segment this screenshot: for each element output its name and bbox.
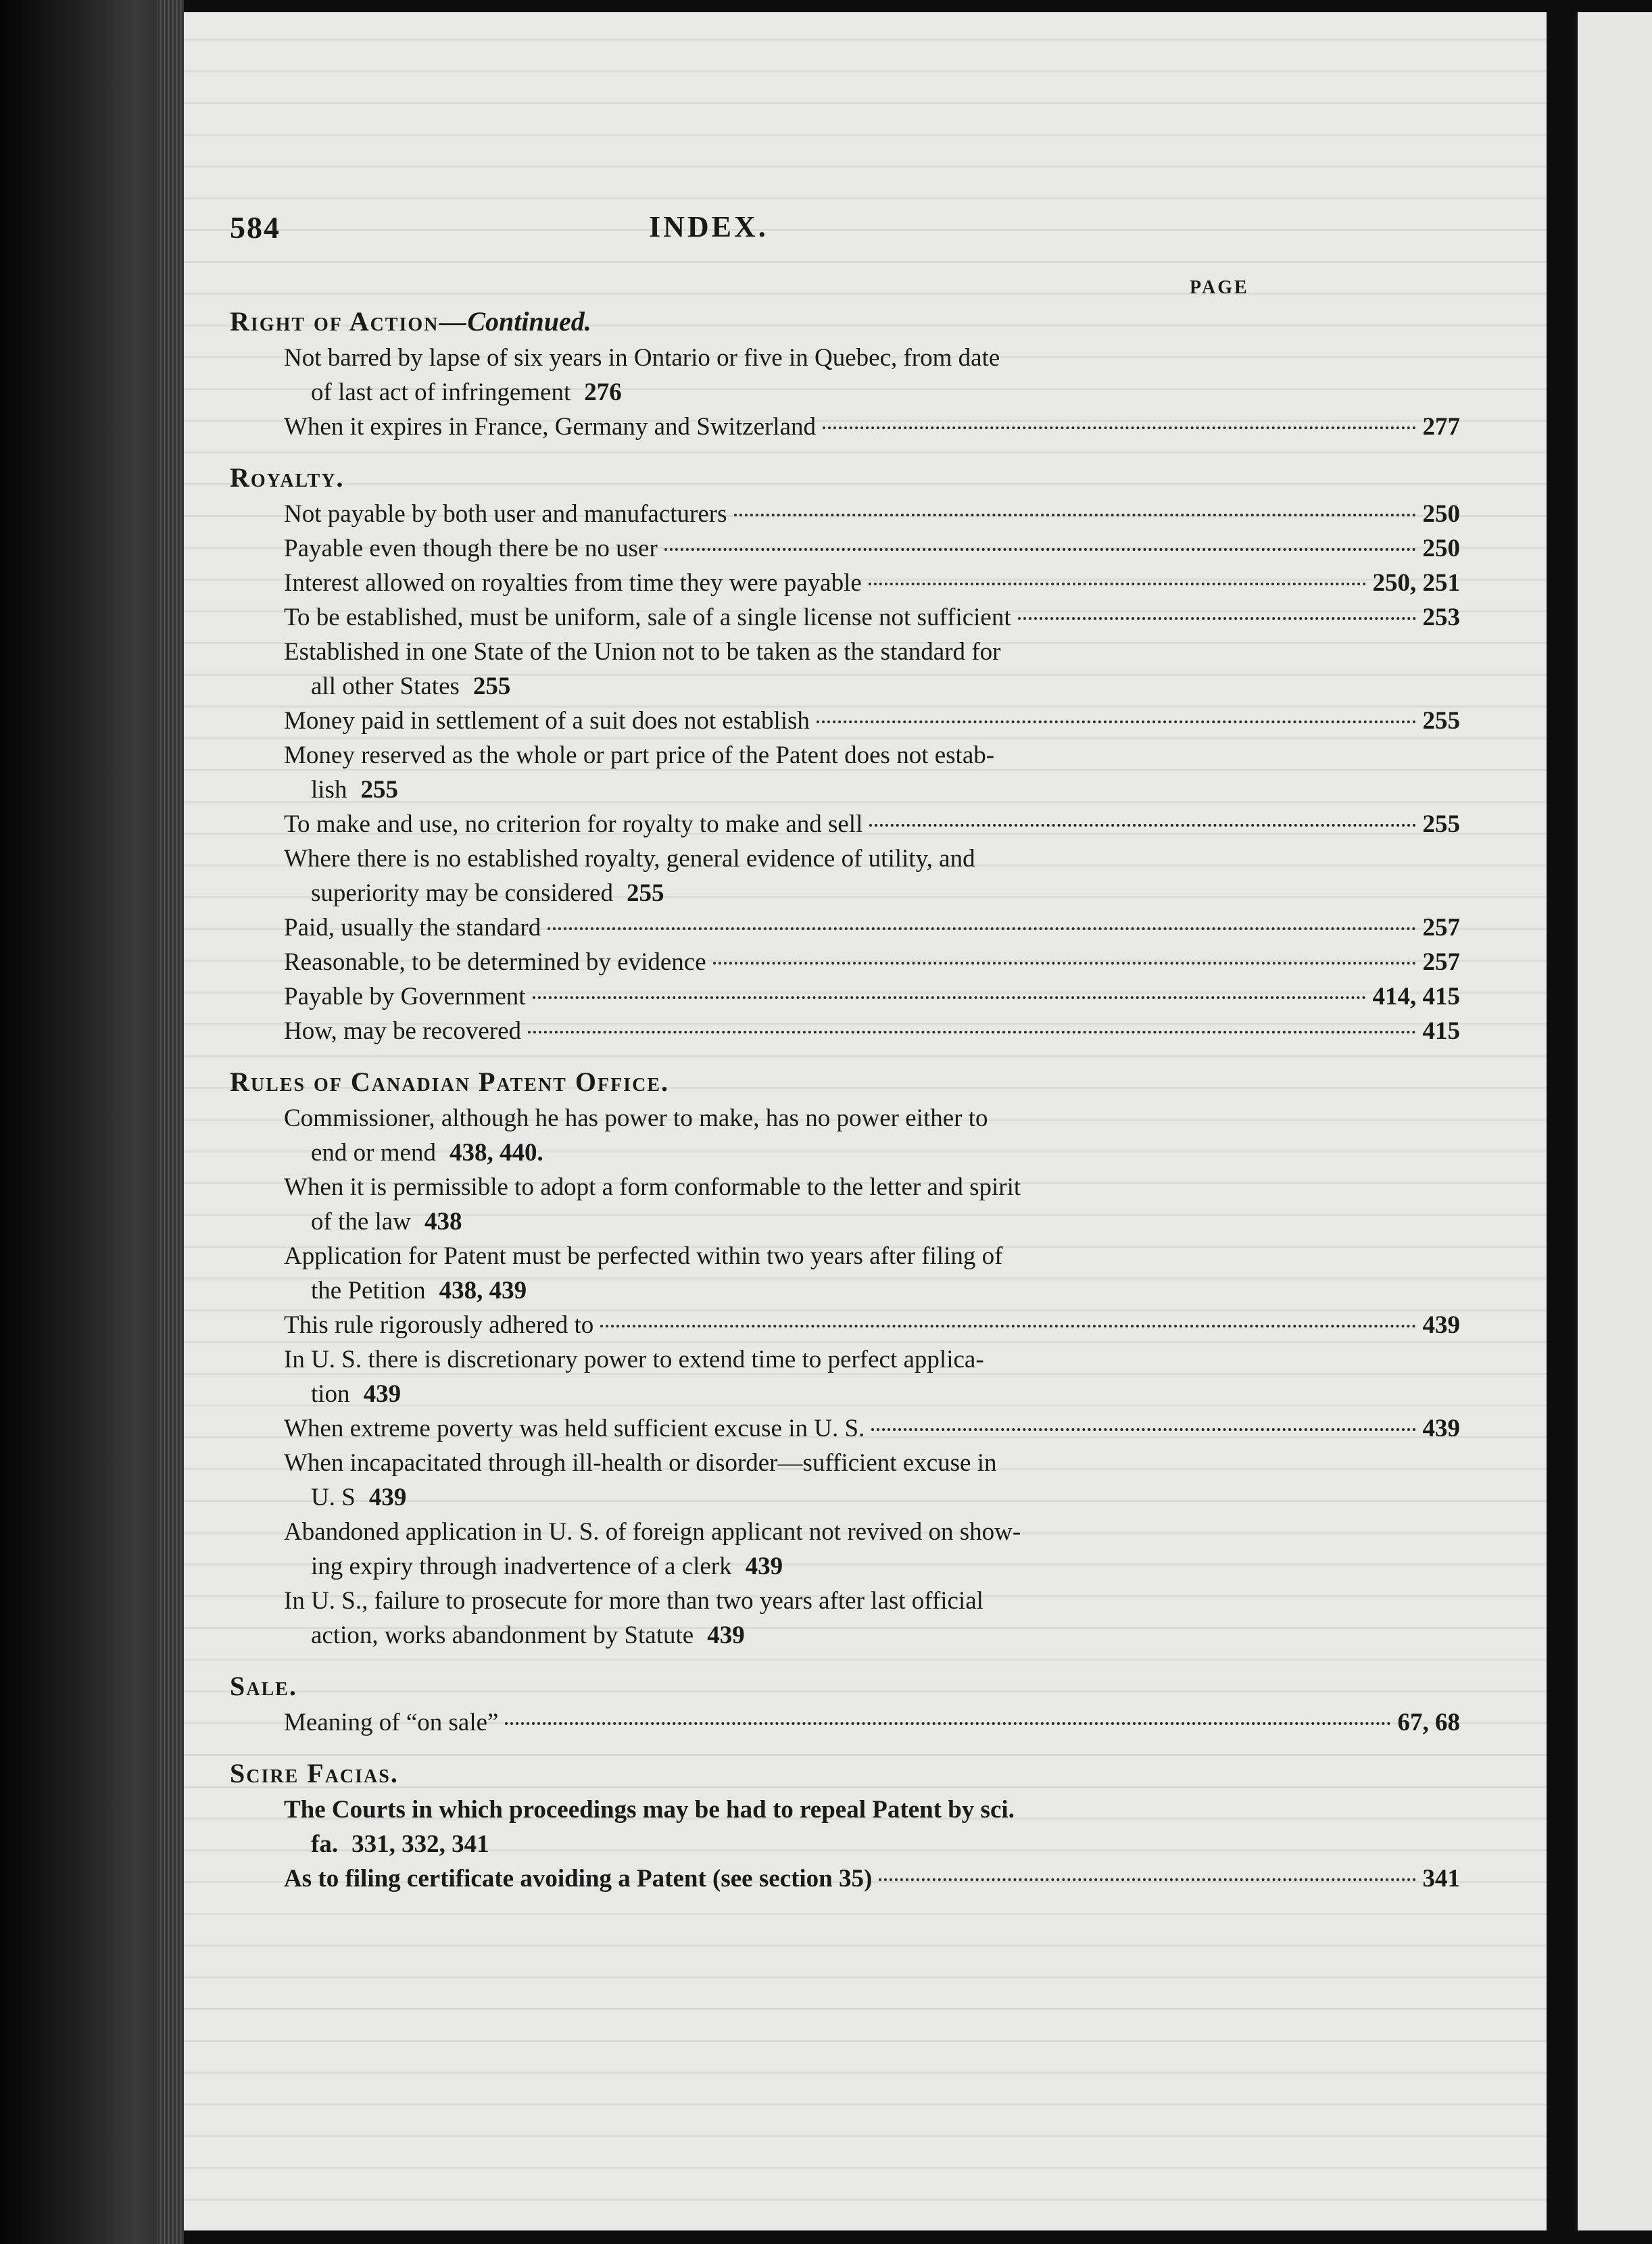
entry-leader-line xyxy=(284,807,1460,842)
entry-text-line: How, may be recovered xyxy=(284,1017,521,1045)
entry-text-line: Abandoned application in U. S. of foreign applicant not revived on show- xyxy=(284,1518,1021,1546)
entry-text-line: Established in one State of the Union not to be taken as the standard for xyxy=(284,638,1001,666)
index-entry xyxy=(284,566,1460,600)
section-heading xyxy=(230,303,1460,341)
entry-leader-line xyxy=(284,1618,1460,1653)
page-reference: 250, 251 xyxy=(1372,569,1460,597)
dot-leader xyxy=(823,426,1415,429)
entry-leader-line xyxy=(284,1411,1460,1446)
page-reference: 67, 68 xyxy=(1397,1709,1460,1736)
index-section xyxy=(230,1667,1460,1740)
entry-leader-line xyxy=(284,1861,1460,1896)
section-heading xyxy=(230,1667,1460,1705)
index-entry xyxy=(284,497,1460,531)
dot-leader xyxy=(817,721,1416,723)
entry-text-line: the Petition xyxy=(311,1277,426,1304)
page-reference: 439 xyxy=(745,1553,783,1580)
entry-text-line: The Courts in which proceedings may be had to repeal Patent by sci. xyxy=(284,1796,1015,1824)
entry-text-line: Not barred by lapse of six years in Ontario or five in Quebec, from date xyxy=(284,344,1000,372)
page-reference: 255 xyxy=(1422,810,1460,838)
index-entry xyxy=(284,945,1460,979)
dot-leader xyxy=(869,824,1415,827)
entry-text-line: of last act of infringement xyxy=(311,379,571,406)
entry-text-line: As to filing certificate avoiding a Patent (see section 35) xyxy=(284,1865,873,1893)
entry-leader-line xyxy=(284,566,1460,600)
entry-text-line: To be established, must be uniform, sale of a single license not sufficient xyxy=(284,604,1011,631)
dot-leader xyxy=(871,1428,1415,1431)
index-entry xyxy=(284,600,1460,635)
entry-text-line: Where there is no established royalty, general evidence of utility, and xyxy=(284,845,975,873)
entry-text-line: fa. xyxy=(311,1830,339,1858)
page-reference: 255 xyxy=(360,776,398,804)
index-entry xyxy=(284,910,1460,945)
entry-text-line: In U. S., failure to prosecute for more than two years after last official xyxy=(284,1587,983,1615)
index-entry xyxy=(284,704,1460,738)
entry-text-line: Not payable by both user and manufacturers xyxy=(284,500,727,528)
entry-text-line: When incapacitated through ill-health or disorder—sufficient excuse in xyxy=(284,1449,997,1477)
index-entry xyxy=(284,1308,1460,1342)
index-entry xyxy=(284,1584,1460,1653)
index-entry xyxy=(284,531,1460,566)
index-body xyxy=(230,303,1460,1896)
dot-leader xyxy=(600,1325,1415,1327)
entry-text-line: When it is permissible to adopt a form conformable to the letter and spirit xyxy=(284,1173,1021,1201)
section-heading-text: Rules of Canadian Patent Office. xyxy=(230,1067,669,1097)
page-reference: 439 xyxy=(707,1621,745,1649)
page-reference: 439 xyxy=(1422,1311,1460,1339)
entry-text-line: superiority may be considered xyxy=(311,879,613,907)
section-heading xyxy=(230,1063,1460,1101)
index-entry xyxy=(284,979,1460,1014)
index-entry xyxy=(284,1446,1460,1515)
entry-text-line: of the law xyxy=(311,1208,411,1236)
page-number: 584 xyxy=(230,210,281,245)
entry-leader-line xyxy=(284,910,1460,945)
dot-leader xyxy=(879,1878,1415,1881)
entry-text-line: all other States xyxy=(311,673,460,700)
entry-text-line: Meaning of “on sale” xyxy=(284,1709,499,1736)
index-entry xyxy=(284,1792,1460,1861)
index-entry xyxy=(284,1411,1460,1446)
dot-leader xyxy=(548,927,1415,930)
entry-text-line: Interest allowed on royalties from time they were payable xyxy=(284,569,862,597)
dot-leader xyxy=(713,962,1416,965)
section-heading xyxy=(230,459,1460,497)
entry-text-line: To make and use, no criterion for royalty to make and sell xyxy=(284,810,863,838)
page-reference: 255 xyxy=(1422,707,1460,735)
entry-leader-line xyxy=(284,876,1460,910)
index-section xyxy=(230,459,1460,1048)
section-heading xyxy=(230,1755,1460,1792)
entry-text-line: tion xyxy=(311,1380,350,1408)
index-entry xyxy=(284,341,1460,410)
index-entry xyxy=(284,1170,1460,1239)
entry-leader-line xyxy=(284,1377,1460,1411)
adjacent-page-edge xyxy=(1575,12,1652,2230)
page-header xyxy=(230,210,1244,250)
entry-leader-line xyxy=(284,1014,1460,1048)
index-entry xyxy=(284,807,1460,842)
page-reference: 438 xyxy=(424,1208,462,1236)
entry-text-line: Money paid in settlement of a suit does not establish xyxy=(284,707,810,735)
page-reference: 438, 440. xyxy=(449,1139,543,1167)
entry-text-line: U. S xyxy=(311,1484,356,1511)
page-reference: 257 xyxy=(1422,914,1460,942)
page-reference: 253 xyxy=(1422,604,1460,631)
entry-text-line: Commissioner, although he has power to make, has no power either to xyxy=(284,1104,988,1132)
entry-text-line: ing expiry through inadvertence of a clerk xyxy=(311,1553,732,1580)
section-heading-text: Royalty. xyxy=(230,462,345,493)
entry-text-line: Payable by Government xyxy=(284,983,526,1010)
index-entry xyxy=(284,1101,1460,1170)
page-reference: 439 xyxy=(368,1484,407,1511)
dot-leader xyxy=(528,1031,1416,1033)
entry-leader-line xyxy=(284,600,1460,635)
page-reference: 257 xyxy=(1422,948,1460,976)
page-reference: 415 xyxy=(1422,1017,1460,1045)
index-entry xyxy=(284,1014,1460,1048)
page-reference: 255 xyxy=(472,673,511,700)
index-entry xyxy=(284,738,1460,807)
dot-leader xyxy=(734,514,1416,516)
page-reference: 250 xyxy=(1422,535,1460,562)
index-entry xyxy=(284,1239,1460,1308)
dot-leader xyxy=(533,996,1366,999)
entry-leader-line xyxy=(284,531,1460,566)
page-reference: 250 xyxy=(1422,500,1460,528)
entry-leader-line xyxy=(284,1705,1460,1740)
page-reference: 341 xyxy=(1422,1865,1460,1893)
index-entry xyxy=(284,842,1460,910)
page-reference: 438, 439 xyxy=(439,1277,527,1304)
section-heading-text: Sale. xyxy=(230,1671,297,1701)
entry-text-line: Paid, usually the standard xyxy=(284,914,541,942)
page-column-label: PAGE xyxy=(1190,277,1249,298)
dot-leader xyxy=(505,1722,1390,1725)
entry-leader-line xyxy=(284,1480,1460,1515)
running-head: INDEX. xyxy=(649,210,769,243)
entry-leader-line xyxy=(284,375,1460,410)
entry-leader-line xyxy=(284,945,1460,979)
dot-leader xyxy=(664,548,1416,551)
section-heading-text: Right of Action— xyxy=(230,306,468,337)
entry-text-line: This rule rigorously adhered to xyxy=(284,1311,594,1339)
index-entry xyxy=(284,1861,1460,1896)
index-entry xyxy=(284,1342,1460,1411)
entry-leader-line xyxy=(284,1549,1460,1584)
index-section xyxy=(230,1063,1460,1653)
entry-text-line: action, works abandonment by Statute xyxy=(311,1621,694,1649)
entry-leader-line xyxy=(284,1204,1460,1239)
page-reference: 439 xyxy=(363,1380,402,1408)
index-entry xyxy=(284,410,1460,444)
entry-text-line: When it expires in France, Germany and Switzerland xyxy=(284,413,817,441)
entry-leader-line xyxy=(284,1273,1460,1308)
entry-leader-line xyxy=(284,497,1460,531)
entry-text-line: Reasonable, to be determined by evidence xyxy=(284,948,706,976)
index-entry xyxy=(284,1515,1460,1584)
index-section xyxy=(230,303,1460,444)
entry-text-line: lish xyxy=(311,776,347,804)
index-entry xyxy=(284,1705,1460,1740)
entry-leader-line xyxy=(284,669,1460,704)
entry-text-line: Money reserved as the whole or part price of the Patent does not estab- xyxy=(284,741,995,769)
entry-text-line: When extreme poverty was held sufficient excuse in U. S. xyxy=(284,1415,865,1442)
entry-leader-line xyxy=(284,410,1460,444)
book-spine xyxy=(0,0,183,2244)
page-reference: 414, 415 xyxy=(1372,983,1460,1010)
dot-leader xyxy=(869,583,1366,585)
page-reference: 255 xyxy=(626,879,664,907)
section-heading-text: Scire Facias. xyxy=(230,1758,399,1788)
entry-leader-line xyxy=(284,1136,1460,1170)
entry-text-line: end or mend xyxy=(311,1139,436,1167)
page-reference: 331, 332, 341 xyxy=(351,1830,489,1858)
entry-leader-line xyxy=(284,773,1460,807)
entry-leader-line xyxy=(284,1827,1460,1861)
entry-leader-line xyxy=(284,704,1460,738)
entry-text-line: In U. S. there is discretionary power to extend time to perfect applica- xyxy=(284,1346,984,1373)
page-edges xyxy=(157,0,184,2244)
dot-leader xyxy=(1018,617,1416,620)
section-heading-continued: Continued. xyxy=(467,306,591,337)
index-entry xyxy=(284,635,1460,704)
index-section xyxy=(230,1755,1460,1896)
page-reference: 276 xyxy=(584,379,622,406)
entry-leader-line xyxy=(284,979,1460,1014)
entry-leader-line xyxy=(284,1308,1460,1342)
page-reference: 439 xyxy=(1422,1415,1460,1442)
entry-text-line: Application for Patent must be perfected within two years after filing of xyxy=(284,1242,1003,1270)
entry-text-line: Payable even though there be no user xyxy=(284,535,658,562)
page-reference: 277 xyxy=(1422,413,1460,441)
